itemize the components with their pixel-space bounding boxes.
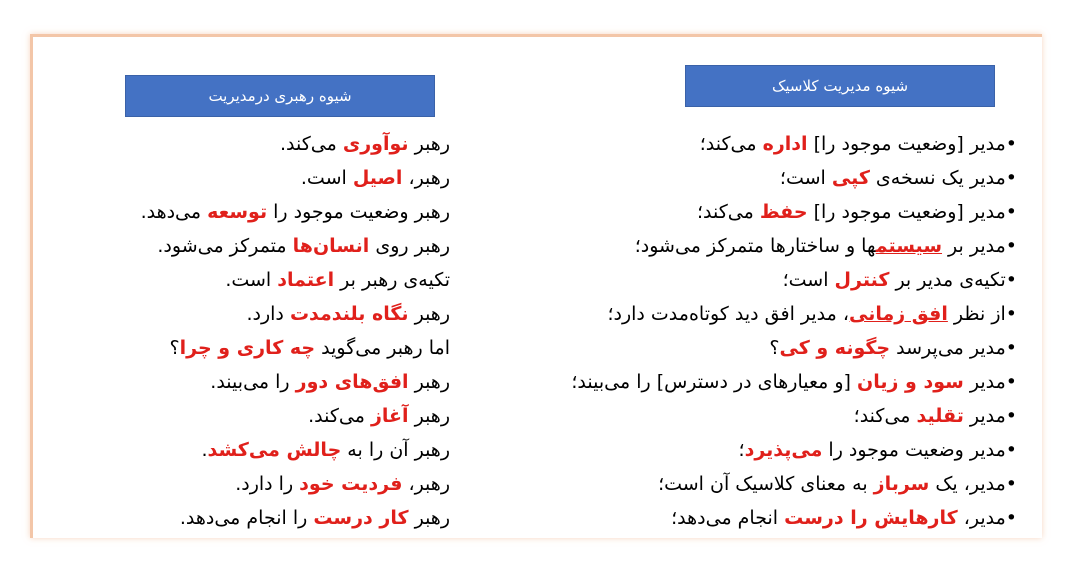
highlight-text: سرباز: [873, 473, 930, 495]
item-text: را می‌بیند.: [210, 371, 296, 393]
highlight-text: کارهایش را درست: [784, 507, 958, 529]
highlight-text: اصیل: [352, 167, 403, 189]
item-text: انجام می‌دهد؛: [671, 507, 785, 529]
item-text: رهبر: [408, 507, 450, 529]
item-text: دارد.: [246, 303, 290, 325]
item-text: متمرکز می‌شود.: [157, 235, 293, 257]
management-item: [497, 365, 1017, 399]
item-text: می‌کند؛: [696, 201, 760, 223]
leadership-item: [30, 229, 450, 263]
item-text: •تکیه‌ی مدیر بر: [889, 269, 1017, 291]
highlight-text: فردیت خود: [299, 473, 403, 495]
item-text: رهبر آن را به: [341, 439, 450, 461]
item-text: •مدیر [وضعیت موجود را]: [807, 201, 1017, 223]
item-text: می‌کند؛: [699, 133, 763, 155]
item-text: •مدیر [وضعیت موجود را]: [807, 133, 1017, 155]
item-text: [و معیارهای در دسترس] را می‌بیند؛: [571, 371, 858, 393]
item-text: می‌دهد.: [140, 201, 208, 223]
item-text: است؛: [779, 167, 832, 189]
leadership-item: [30, 501, 450, 535]
item-text: ؟: [769, 337, 780, 359]
management-item: [497, 331, 1017, 365]
management-item: [497, 195, 1017, 229]
highlight-text: نگاه بلندمدت: [289, 303, 409, 325]
item-text: رهبر روی: [369, 235, 450, 257]
highlight-text: اعتماد: [277, 269, 335, 291]
highlight-text: افق‌های دور: [295, 371, 409, 393]
item-text: را دارد.: [235, 473, 300, 495]
leadership-item: [30, 263, 450, 297]
leadership-item: [30, 127, 450, 161]
highlight-text: سیستم: [875, 235, 943, 257]
item-text: رهبر: [408, 371, 450, 393]
item-text: ها و ساختارها متمرکز می‌شود؛: [634, 235, 876, 257]
leadership-item: [30, 161, 450, 195]
management-item: [497, 127, 1017, 161]
item-text: •مدیر: [963, 405, 1017, 427]
management-item: [497, 501, 1017, 535]
highlight-text: آغاز: [370, 405, 409, 427]
item-text: •مدیر می‌پرسد: [890, 337, 1017, 359]
highlight-text: کپی: [831, 167, 870, 189]
item-text: ، مدیر افق دید کوتاه‌مدت دارد؛: [607, 303, 849, 325]
item-text: می‌کند؛: [853, 405, 917, 427]
management-item: [497, 467, 1017, 501]
item-text: •مدیر وضعیت موجود را: [822, 439, 1017, 461]
item-text: به معنای کلاسیک آن است؛: [658, 473, 874, 495]
leadership-list: [30, 127, 450, 535]
item-text: ؛: [738, 439, 745, 461]
highlight-text: چالش می‌کشد: [207, 439, 342, 461]
highlight-text: کنترل: [834, 269, 890, 291]
management-item: [497, 399, 1017, 433]
leadership-item: [30, 399, 450, 433]
leadership-item: [30, 365, 450, 399]
highlight-text: چه کاری و چرا: [179, 337, 316, 359]
item-text: •مدیر: [963, 371, 1017, 393]
leadership-item: [30, 297, 450, 331]
highlight-text: تقلید: [916, 405, 964, 427]
item-text: •مدیر بر: [942, 235, 1017, 257]
highlight-text: افق زمانی: [849, 303, 948, 325]
leadership-item: [30, 467, 450, 501]
item-text: رهبر وضعیت موجود را: [267, 201, 450, 223]
highlight-text: توسعه: [207, 201, 268, 223]
leadership-header: شیوه رهبری درمدیریت: [125, 75, 435, 117]
management-item: [497, 433, 1017, 467]
item-text: ؟: [169, 337, 180, 359]
item-text: اما رهبر می‌گوید: [315, 337, 450, 359]
item-text: رهبر: [408, 405, 450, 427]
item-text: •از نظر: [947, 303, 1017, 325]
highlight-text: چگونه و کی: [779, 337, 891, 359]
item-text: .: [201, 439, 208, 461]
highlight-text: اداره: [762, 133, 808, 155]
leadership-item: [30, 331, 450, 365]
item-text: می‌کند.: [308, 405, 371, 427]
management-item: [497, 161, 1017, 195]
item-text: است؛: [782, 269, 835, 291]
item-text: •مدیر، یک: [929, 473, 1017, 495]
item-text: •مدیر یک نسخه‌ی: [869, 167, 1017, 189]
item-text: است.: [300, 167, 353, 189]
item-text: رهبر،: [402, 473, 450, 495]
item-text: •مدیر،: [957, 507, 1017, 529]
management-item: [497, 263, 1017, 297]
item-text: را انجام می‌دهد.: [179, 507, 314, 529]
leadership-item: [30, 433, 450, 467]
item-text: رهبر: [408, 133, 450, 155]
highlight-text: حفظ: [759, 201, 808, 223]
highlight-text: کار درست: [313, 507, 409, 529]
highlight-text: سود و زیان: [857, 371, 964, 393]
classic-management-list: [497, 127, 1017, 535]
item-text: رهبر،: [402, 167, 450, 189]
item-text: رهبر: [408, 303, 450, 325]
leadership-item: [30, 195, 450, 229]
highlight-text: می‌پذیرد: [744, 439, 823, 461]
item-text: می‌کند.: [279, 133, 343, 155]
management-item: [497, 297, 1017, 331]
management-item: [497, 229, 1017, 263]
slide-frame: [30, 34, 1042, 538]
highlight-text: نوآوری: [342, 133, 409, 155]
classic-management-header: شیوه مدیریت کلاسیک: [685, 65, 995, 107]
item-text: تکیه‌ی رهبر بر: [334, 269, 450, 291]
highlight-text: انسان‌ها: [292, 235, 370, 257]
item-text: است.: [225, 269, 278, 291]
